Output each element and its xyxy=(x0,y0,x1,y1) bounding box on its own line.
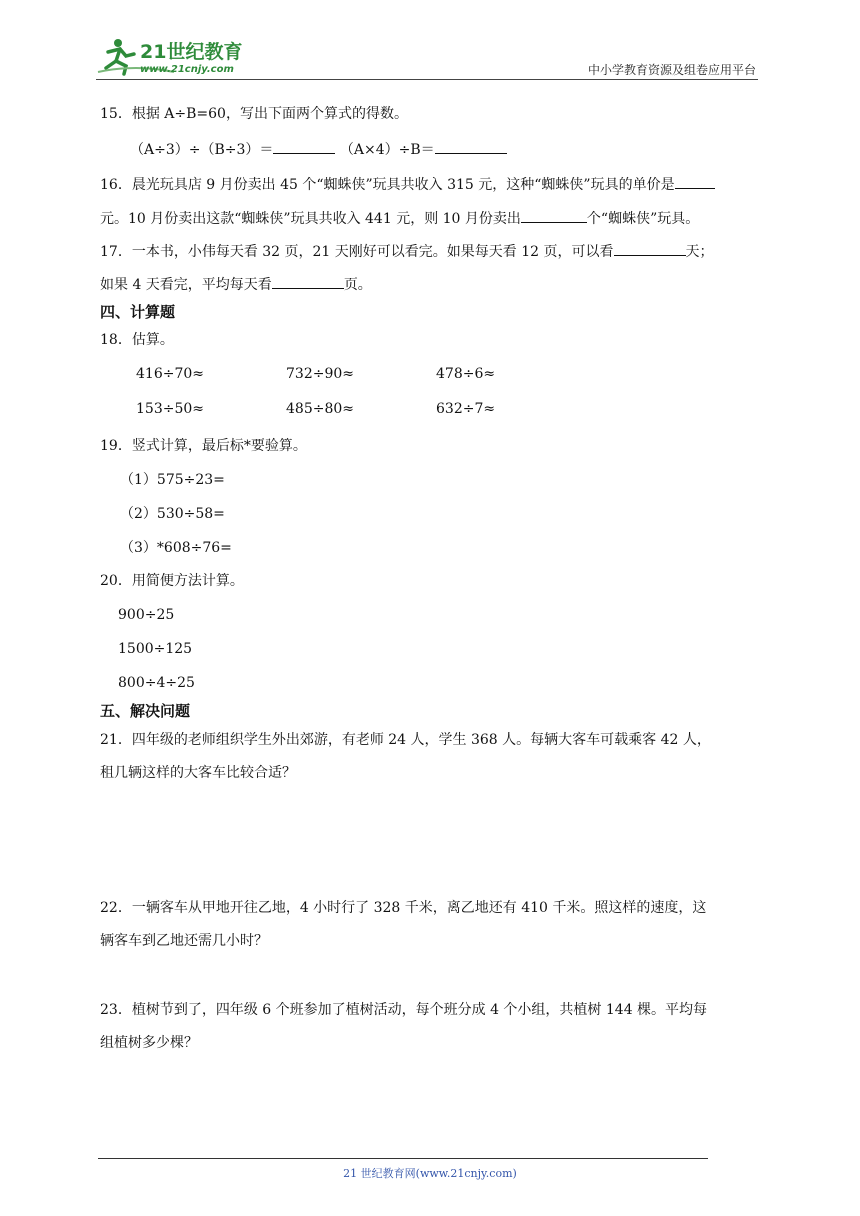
estimate-item: 478÷6≈ xyxy=(436,366,496,382)
q19-item: （2）530÷58= xyxy=(120,506,225,522)
estimate-item: 632÷7≈ xyxy=(436,401,496,417)
q17-text: 17．一本书，小伟每天看 32 页，21 天刚好可以看完。如果每天看 12 页，可以看 xyxy=(100,244,614,260)
q17-text: 页。 xyxy=(343,277,372,293)
q17-line2 xyxy=(100,274,372,295)
q16-line2 xyxy=(100,208,699,229)
footer-divider xyxy=(98,1158,708,1159)
answer-blank[interactable] xyxy=(521,208,587,223)
estimate-item: 153÷50≈ xyxy=(136,401,204,417)
site-logo xyxy=(96,36,256,78)
q16-text: 16．晨光玩具店 9 月份卖出 45 个“蜘蛛侠”玩具共收入 315 元，这种“蜘蛛侠”玩具的单价是 xyxy=(100,177,675,193)
answer-blank[interactable] xyxy=(435,139,507,154)
q16-text: 元。10 月份卖出这款“蜘蛛侠”玩具共收入 441 元，则 10 月份卖出 xyxy=(100,211,521,227)
q23-line1: 23．植树节到了，四年级 6 个班参加了植树活动，每个班分成 4 个小组，共植树 144 棵。平均每 xyxy=(100,1002,708,1018)
q20-stem: 20．用简便方法计算。 xyxy=(100,573,244,589)
q15-stem: 15．根据 A÷B=60，写出下面两个算式的得数。 xyxy=(100,106,408,122)
logo-text: 21世纪教育 xyxy=(140,41,243,63)
q17-line1 xyxy=(100,241,714,262)
q18-stem: 18．估算。 xyxy=(100,332,174,348)
q15-parts xyxy=(130,139,507,160)
q16-text: 个“蜘蛛侠”玩具。 xyxy=(586,211,700,227)
q19-item: （1）575÷23= xyxy=(120,472,225,488)
estimate-item: 416÷70≈ xyxy=(136,366,204,382)
q16-line1 xyxy=(100,174,715,195)
q19-stem: 19．竖式计算，最后标*要验算。 xyxy=(100,438,307,454)
q22-line1: 22．一辆客车从甲地开往乙地，4 小时行了 328 千米，离乙地还有 410 千米。照这样的速度，这 xyxy=(100,900,707,916)
answer-blank[interactable] xyxy=(675,174,715,189)
q21-line2: 租几辆这样的大客车比较合适？ xyxy=(100,765,296,781)
q15-part-a: （A÷3）÷（B÷3）＝ xyxy=(130,142,274,158)
section-heading: 五、解决问题 xyxy=(100,702,191,720)
q17-text: 如果 4 天看完，平均每天看 xyxy=(100,277,272,293)
answer-blank[interactable] xyxy=(272,274,344,289)
q23-line2: 组植树多少棵？ xyxy=(100,1035,198,1051)
platform-name: 中小学教育资源及组卷应用平台 xyxy=(587,63,756,77)
q15-part-b: （A×4）÷B＝ xyxy=(339,142,435,158)
header-divider xyxy=(96,79,758,80)
q17-text: 天； xyxy=(685,244,714,260)
logo-url: www.21cnjy.com xyxy=(140,64,234,75)
q20-item: 800÷4÷25 xyxy=(118,675,195,691)
footer-link[interactable]: 21 世纪教育网(www.21cnjy.com) xyxy=(343,1167,517,1180)
estimate-item: 485÷80≈ xyxy=(286,401,354,417)
q20-item: 1500÷125 xyxy=(118,641,193,657)
estimate-item: 732÷90≈ xyxy=(286,366,354,382)
answer-blank[interactable] xyxy=(614,241,686,256)
q22-line2: 辆客车到乙地还需几小时？ xyxy=(100,933,268,949)
q20-item: 900÷25 xyxy=(118,607,175,623)
q19-item: （3）*608÷76= xyxy=(120,540,232,556)
q21-line1: 21．四年级的老师组织学生外出郊游，有老师 24 人，学生 368 人。每辆大客车可载乘客 42 人， xyxy=(100,732,711,748)
section-heading: 四、计算题 xyxy=(100,303,176,321)
answer-blank[interactable] xyxy=(273,139,335,154)
